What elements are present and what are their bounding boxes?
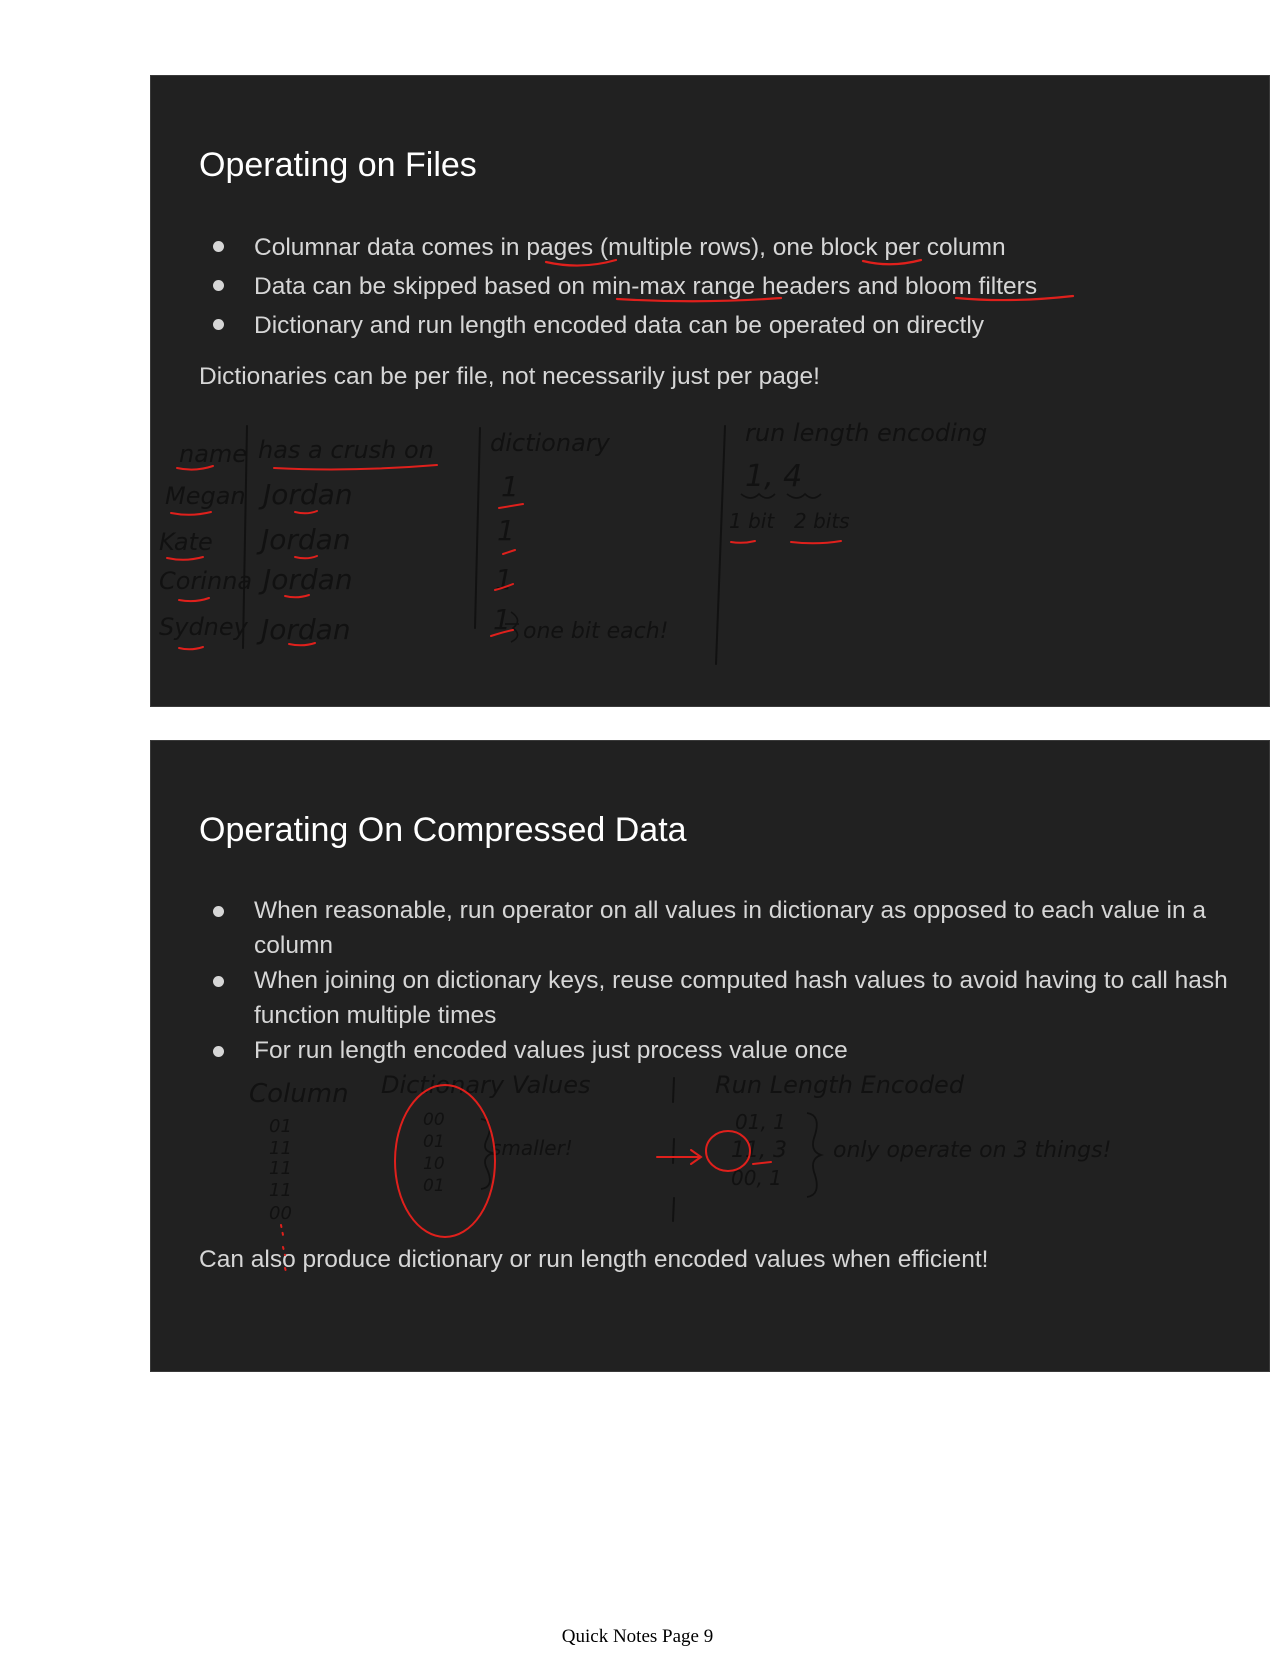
rle-value: 01, 1 — [735, 1110, 786, 1134]
divider-line — [716, 426, 725, 664]
slide-title: Operating on Files — [199, 146, 477, 184]
brace-mark — [481, 1119, 493, 1189]
slide-title: Operating On Compressed Data — [199, 811, 687, 849]
dictionary-note: smaller! — [491, 1136, 573, 1160]
header-name: name — [179, 440, 248, 468]
column-value: 01 — [269, 1116, 292, 1137]
slide-note: Can also produce dictionary or run length encoded values when efficient! — [199, 1246, 989, 1273]
dictionary-value: 01 — [423, 1132, 445, 1152]
red-mark — [179, 598, 209, 601]
column-value: 11 — [269, 1158, 292, 1179]
slide-operating-on-compressed-data — [150, 740, 1270, 1372]
rle-value: 00, 1 — [731, 1166, 782, 1190]
header-crush: has a crush on — [258, 436, 434, 464]
header-dictionary: dictionary — [490, 429, 610, 457]
name-row: Corinna — [159, 567, 253, 595]
red-mark — [295, 556, 317, 558]
ink-text — [159, 419, 987, 646]
rle-value: 11, 3 — [731, 1138, 787, 1163]
rle-bits: 1 bit — [729, 509, 775, 533]
bullet-dot-icon — [213, 280, 224, 291]
red-mark — [171, 512, 211, 515]
header-dictionary-values: Dictionary Values — [381, 1071, 591, 1099]
bullet-item — [199, 963, 1239, 1033]
ink-dividers — [243, 426, 725, 664]
name-row: Kate — [159, 528, 213, 556]
page-footer: Quick Notes Page 9 — [561, 1626, 714, 1647]
bullet-list — [199, 893, 1239, 1068]
brace-mark — [787, 494, 821, 498]
column-value: 00 — [269, 1203, 292, 1224]
bullet-dot-icon — [213, 976, 224, 987]
header-column: Column — [249, 1079, 349, 1109]
crush-row: Jordan — [261, 523, 351, 556]
header-rle: Run Length Encoded — [715, 1071, 965, 1099]
red-mark — [177, 466, 213, 470]
header-rle: run length encoding — [745, 419, 988, 447]
red-mark — [503, 550, 515, 554]
ink-dividers — [673, 1078, 674, 1221]
column-value: 11 — [269, 1180, 292, 1201]
column-value: 11 — [269, 1138, 292, 1159]
divider-line — [673, 1078, 674, 1102]
bullet-list — [199, 228, 1239, 345]
brace-mark — [741, 494, 775, 498]
red-mark — [179, 647, 203, 649]
dictionary-value: 00 — [423, 1110, 445, 1130]
red-mark — [791, 541, 841, 543]
bullet-dot-icon — [213, 906, 224, 917]
red-arrow — [657, 1150, 701, 1164]
red-mark — [491, 630, 513, 636]
rle-values: 1, 4 — [745, 459, 803, 494]
ink-braces — [505, 494, 821, 642]
ink-red-marks — [167, 465, 841, 649]
bullet-item — [199, 306, 1239, 345]
slide-note: Dictionaries can be per file, not necessarily just per page! — [199, 363, 820, 390]
dictionary-value: 10 — [423, 1154, 445, 1174]
bullet-item — [199, 1033, 1239, 1068]
brace-mark — [505, 612, 519, 642]
red-mark — [495, 584, 513, 590]
dictionary-value: 1 — [501, 470, 519, 503]
dictionary-value: 1 — [497, 514, 515, 547]
brace-mark — [807, 1113, 821, 1197]
red-mark — [274, 465, 437, 469]
slide-operating-on-files — [150, 75, 1270, 707]
divider-line — [475, 428, 480, 628]
rle-bits: 2 bits — [794, 509, 850, 533]
name-row: Megan — [165, 482, 246, 510]
bullet-item — [199, 228, 1239, 267]
divider-line — [673, 1198, 674, 1221]
divider-line — [673, 1139, 674, 1163]
name-row: Sydney — [159, 613, 248, 641]
red-mark — [167, 557, 203, 560]
dictionary-value: 1 — [495, 563, 513, 596]
red-mark — [295, 511, 317, 513]
bullet-dot-icon — [213, 319, 224, 330]
red-mark — [285, 595, 309, 597]
bullet-text: Columnar data comes in pages (multiple rows), one block per column — [254, 234, 1006, 261]
red-mark — [289, 643, 315, 645]
crush-row: Jordan — [261, 613, 351, 646]
divider-line — [243, 426, 247, 648]
ink-braces — [481, 1113, 821, 1197]
crush-row: Jordan — [263, 478, 353, 511]
bullet-text: When joining on dictionary keys, reuse computed hash values to avoid having to call hash function multiple times — [254, 967, 1228, 1029]
bullet-text: Dictionary and run length encoded data can be operated on directly — [254, 312, 985, 339]
dictionary-note: one bit each! — [523, 619, 669, 644]
dictionary-value: 1 — [493, 603, 511, 636]
ink-text — [249, 1071, 1111, 1224]
bullet-text: For run length encoded values just process value once — [254, 1037, 848, 1064]
red-mark — [731, 541, 755, 543]
bullet-dot-icon — [213, 1046, 224, 1057]
bullet-text: When reasonable, run operator on all values in dictionary as opposed to each value in a column — [254, 897, 1207, 959]
bullet-dot-icon — [213, 241, 224, 252]
bullet-item — [199, 893, 1239, 963]
red-circle-dictionary — [395, 1085, 495, 1237]
rle-note: only operate on 3 things! — [833, 1138, 1112, 1163]
red-mark — [753, 1162, 771, 1164]
crush-row: Jordan — [263, 563, 353, 596]
dictionary-value: 01 — [423, 1176, 445, 1196]
red-circle-value — [706, 1131, 750, 1171]
bullet-text: Data can be skipped based on min-max range headers and bloom filters — [254, 273, 1038, 300]
bullet-item — [199, 267, 1239, 306]
red-mark — [499, 504, 523, 508]
